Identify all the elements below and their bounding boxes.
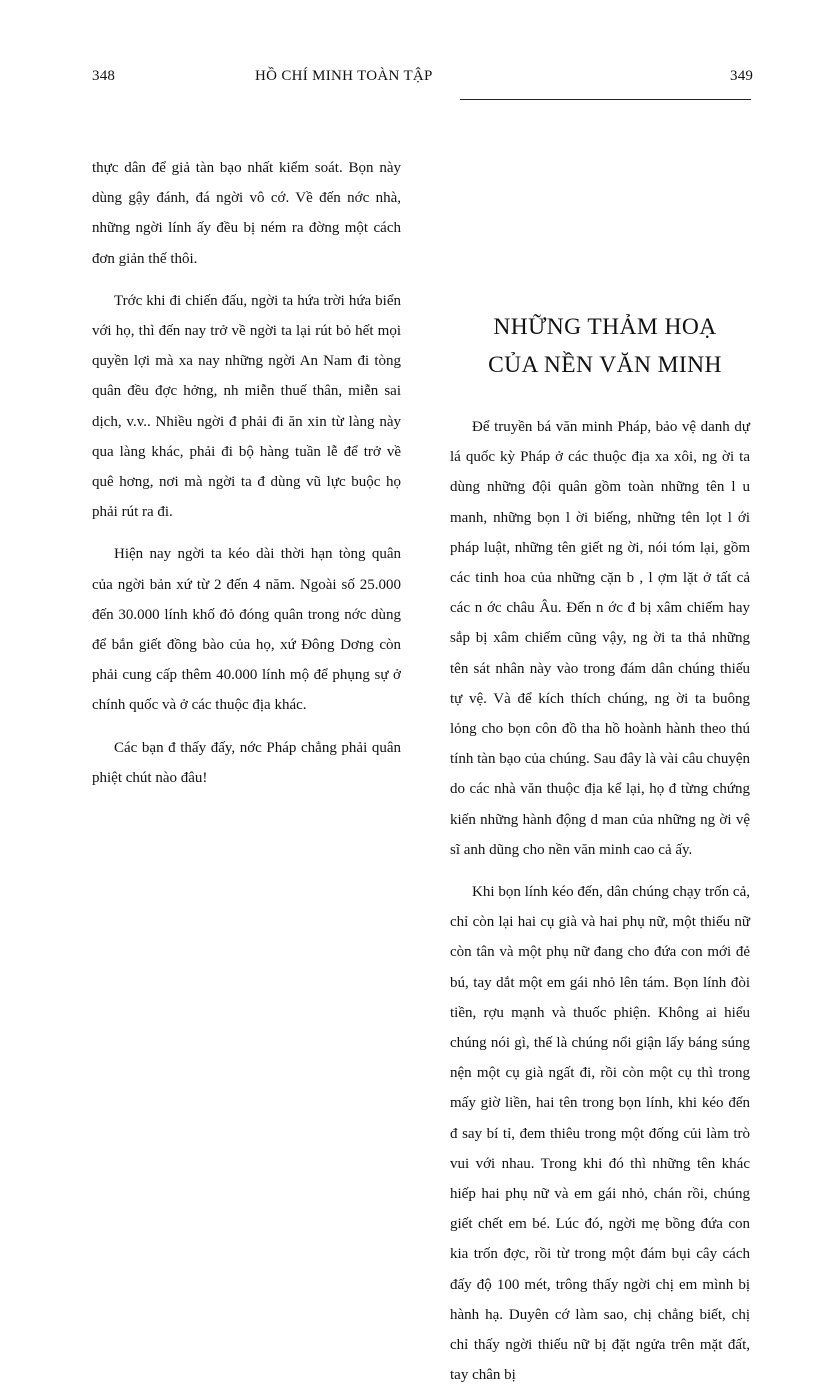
- paragraph: thực dân để giả tàn bạo nhất kiểm soát. Bọn này dùng gậy đánh, đá ngời vô cớ. Về đến nớc nhà, những ngời lính ấy đều bị ném ra đờng một cách đơn giản thế thôi.: [92, 160, 401, 267]
- running-title: HỒ CHÍ MINH TOÀN TẬP: [255, 68, 433, 84]
- left-page: [0, 0, 408, 1123]
- right-page-body: [450, 412, 750, 1391]
- paragraph: Các bạn đ thấy đấy, nớc Pháp chẳng phải quân phiệt chút nào đâu!: [92, 739, 401, 786]
- paragraph: Hiện nay ngời ta kéo dài thời hạn tòng quân của ngời bản xứ từ 2 đến 4 năm. Ngoài số 25.000 đến 30.000 lính khố đỏ đóng quân trong nớc dùng để bắn giết đồng bào của họ, xứ Đông Dơng còn phải cung cấp thêm 40.000 lính mộ để phụng sự ở chính quốc và ở các thuộc địa khác.: [92, 546, 401, 714]
- chapter-title: [470, 308, 740, 384]
- header-rule: [460, 99, 751, 100]
- left-page-body: [92, 153, 401, 793]
- left-page-number: 348: [92, 68, 116, 84]
- chapter-title-line-1: NHỮNG THẢM HOẠ: [493, 314, 717, 340]
- paragraph: Để truyền bá văn minh Pháp, bảo vệ danh dự lá quốc kỳ Pháp ở các thuộc địa xa xôi, ng ời ta dùng những đội quân gồm toàn những tên l u manh, những bọn l ời biếng, những tên lọt l ới pháp luật, những tên giết ng ời, nói tóm lại, gồm các tinh hoa của những cặn b , l ợm lặt ở tất cả các n ớc châu Âu. Đến n ớc đ bị xâm chiếm hay sắp bị xâm chiếm cũng vậy, ng ời ta thả những tên sát nhân này vào trong đám dân chúng thiếu tự vệ. Và để kích thích chúng, ng ời ta buông lỏng cho bọn côn đồ tha hồ hoành hành theo thú tính tàn bạo của chúng. Sau đây là vài câu chuyện do các nhà văn thuộc địa kể lại, họ đ từng chứng kiến những hành động d man của những ng ời vệ sĩ anh dũng cho nền văn minh cao cả ấy.: [450, 419, 750, 858]
- paragraph: Khi bọn lính kéo đến, dân chúng chạy trốn cả, chỉ còn lại hai cụ già và hai phụ nữ, một thiếu nữ còn tân và một phụ nữ đang cho đứa con mới đẻ bú, tay dắt một em gái nhỏ lên tám. Bọn lính đòi tiền, rợu mạnh và thuốc phiện. Không ai hiểu chúng nói gì, thế là chúng nổi giận lấy báng súng nện một cụ già ngất đi, rồi còn một cụ thì trong mấy giờ liền, hai tên trong bọn lính, khi kéo đến đ say bí tỉ, đem thiêu trong một đống củi làm trò vui với nhau. Trong khi đó thì những tên khác hiếp hai phụ nữ và em gái nhỏ, chán rồi, chúng giết chết em bé. Lúc đó, ngời mẹ bồng đứa con kia trốn đợc, rồi từ trong một đám bụi cây cách đấy độ 100 mét, trông thấy ngời chị em mình bị hành hạ. Duyên cớ làm sao, chị chẳng biết, chị chỉ thấy ngời thiếu nữ bị đặt ngửa trên mặt đất, tay chân bị: [450, 884, 750, 1384]
- chapter-title-line-2: CỦA NỀN VĂN MINH: [488, 352, 722, 378]
- paragraph: Trớc khi đi chiến đấu, ngời ta hứa trời hứa biển với họ, thì đến nay trở về ngời ta lại rút bỏ hết mọi quyền lợi mà xa nay những ngời An Nam đi tòng quân đều đợc hởng, nh miễn thuế thân, miễn sai dịch, v.v.. Nhiều ngời đ phải đi ăn xin từ làng này qua làng khác, phải đi bộ hàng tuần lễ để trở về quê hơng, nơi mà ngời ta đ dùng vũ lực buộc họ phải rút ra đi.: [92, 292, 401, 521]
- right-page-number: 349: [730, 68, 754, 84]
